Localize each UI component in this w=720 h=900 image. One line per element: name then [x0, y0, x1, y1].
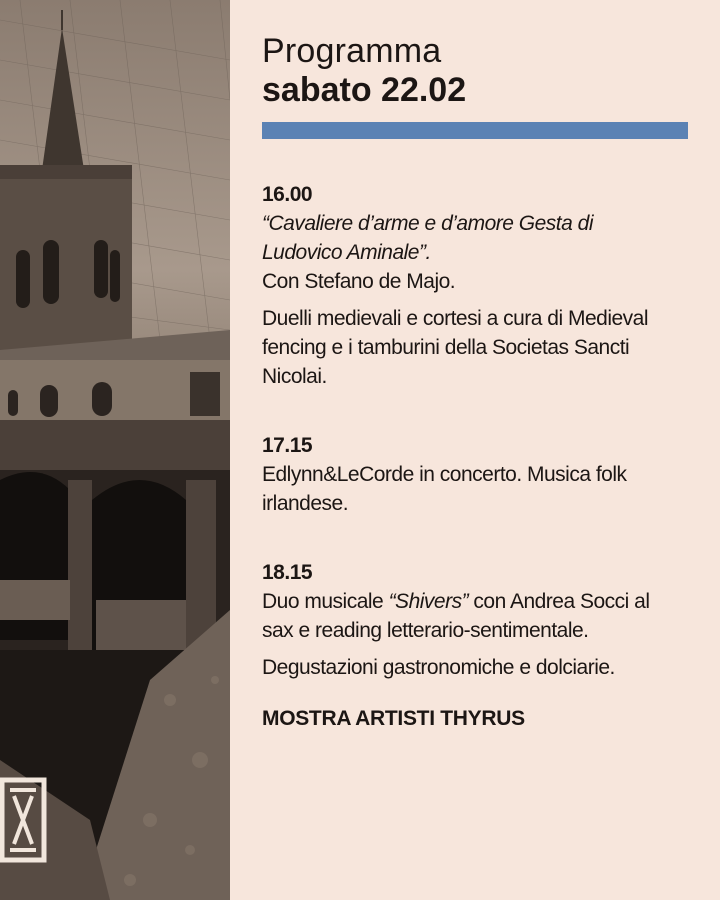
header [262, 32, 702, 110]
accent-bar [262, 122, 688, 139]
event-date: sabato 22.02 [262, 71, 467, 109]
description-line: sax e reading letterario-sentimentale. [262, 619, 589, 642]
extra-note: Degustazioni gastronomiche e dolciarie. [262, 656, 615, 679]
time-label: 18.15 [262, 561, 313, 584]
schedule-item-1715 [262, 431, 702, 518]
cloister-illustration [0, 0, 230, 900]
description-text: Duo musicale [262, 590, 389, 613]
description-text: con Andrea Socci al [468, 590, 650, 613]
show-title-line: Ludovico Aminale”. [262, 241, 431, 264]
schedule-item-1815 [262, 558, 702, 682]
description-line: Duelli medievali e cortesi a cura di Medieval [262, 307, 649, 330]
page-title: Programma [262, 32, 442, 70]
show-title-line: “Cavaliere d’arme e d’amore Gesta di [262, 212, 593, 235]
description-line: irlandese. [262, 492, 349, 515]
time-label: 17.15 [262, 434, 313, 457]
description [262, 304, 702, 391]
schedule-item-1600 [262, 180, 702, 391]
cloister-photo [0, 0, 230, 900]
description-line [262, 587, 702, 616]
band-name: “Shivers” [388, 590, 469, 613]
description-line: fencing e i tamburini della Societas Sancti [262, 336, 630, 359]
schedule [262, 180, 702, 733]
description-line: Nicolai. [262, 365, 327, 388]
description-line: Edlynn&LeCorde in concerto. Musica folk [262, 463, 627, 486]
exhibit-title: MOSTRA ARTISTI THYRUS [262, 707, 525, 730]
time-label: 16.00 [262, 183, 313, 206]
performer-line: Con Stefano de Majo. [262, 270, 456, 293]
thyrus-logo-icon [0, 776, 48, 864]
